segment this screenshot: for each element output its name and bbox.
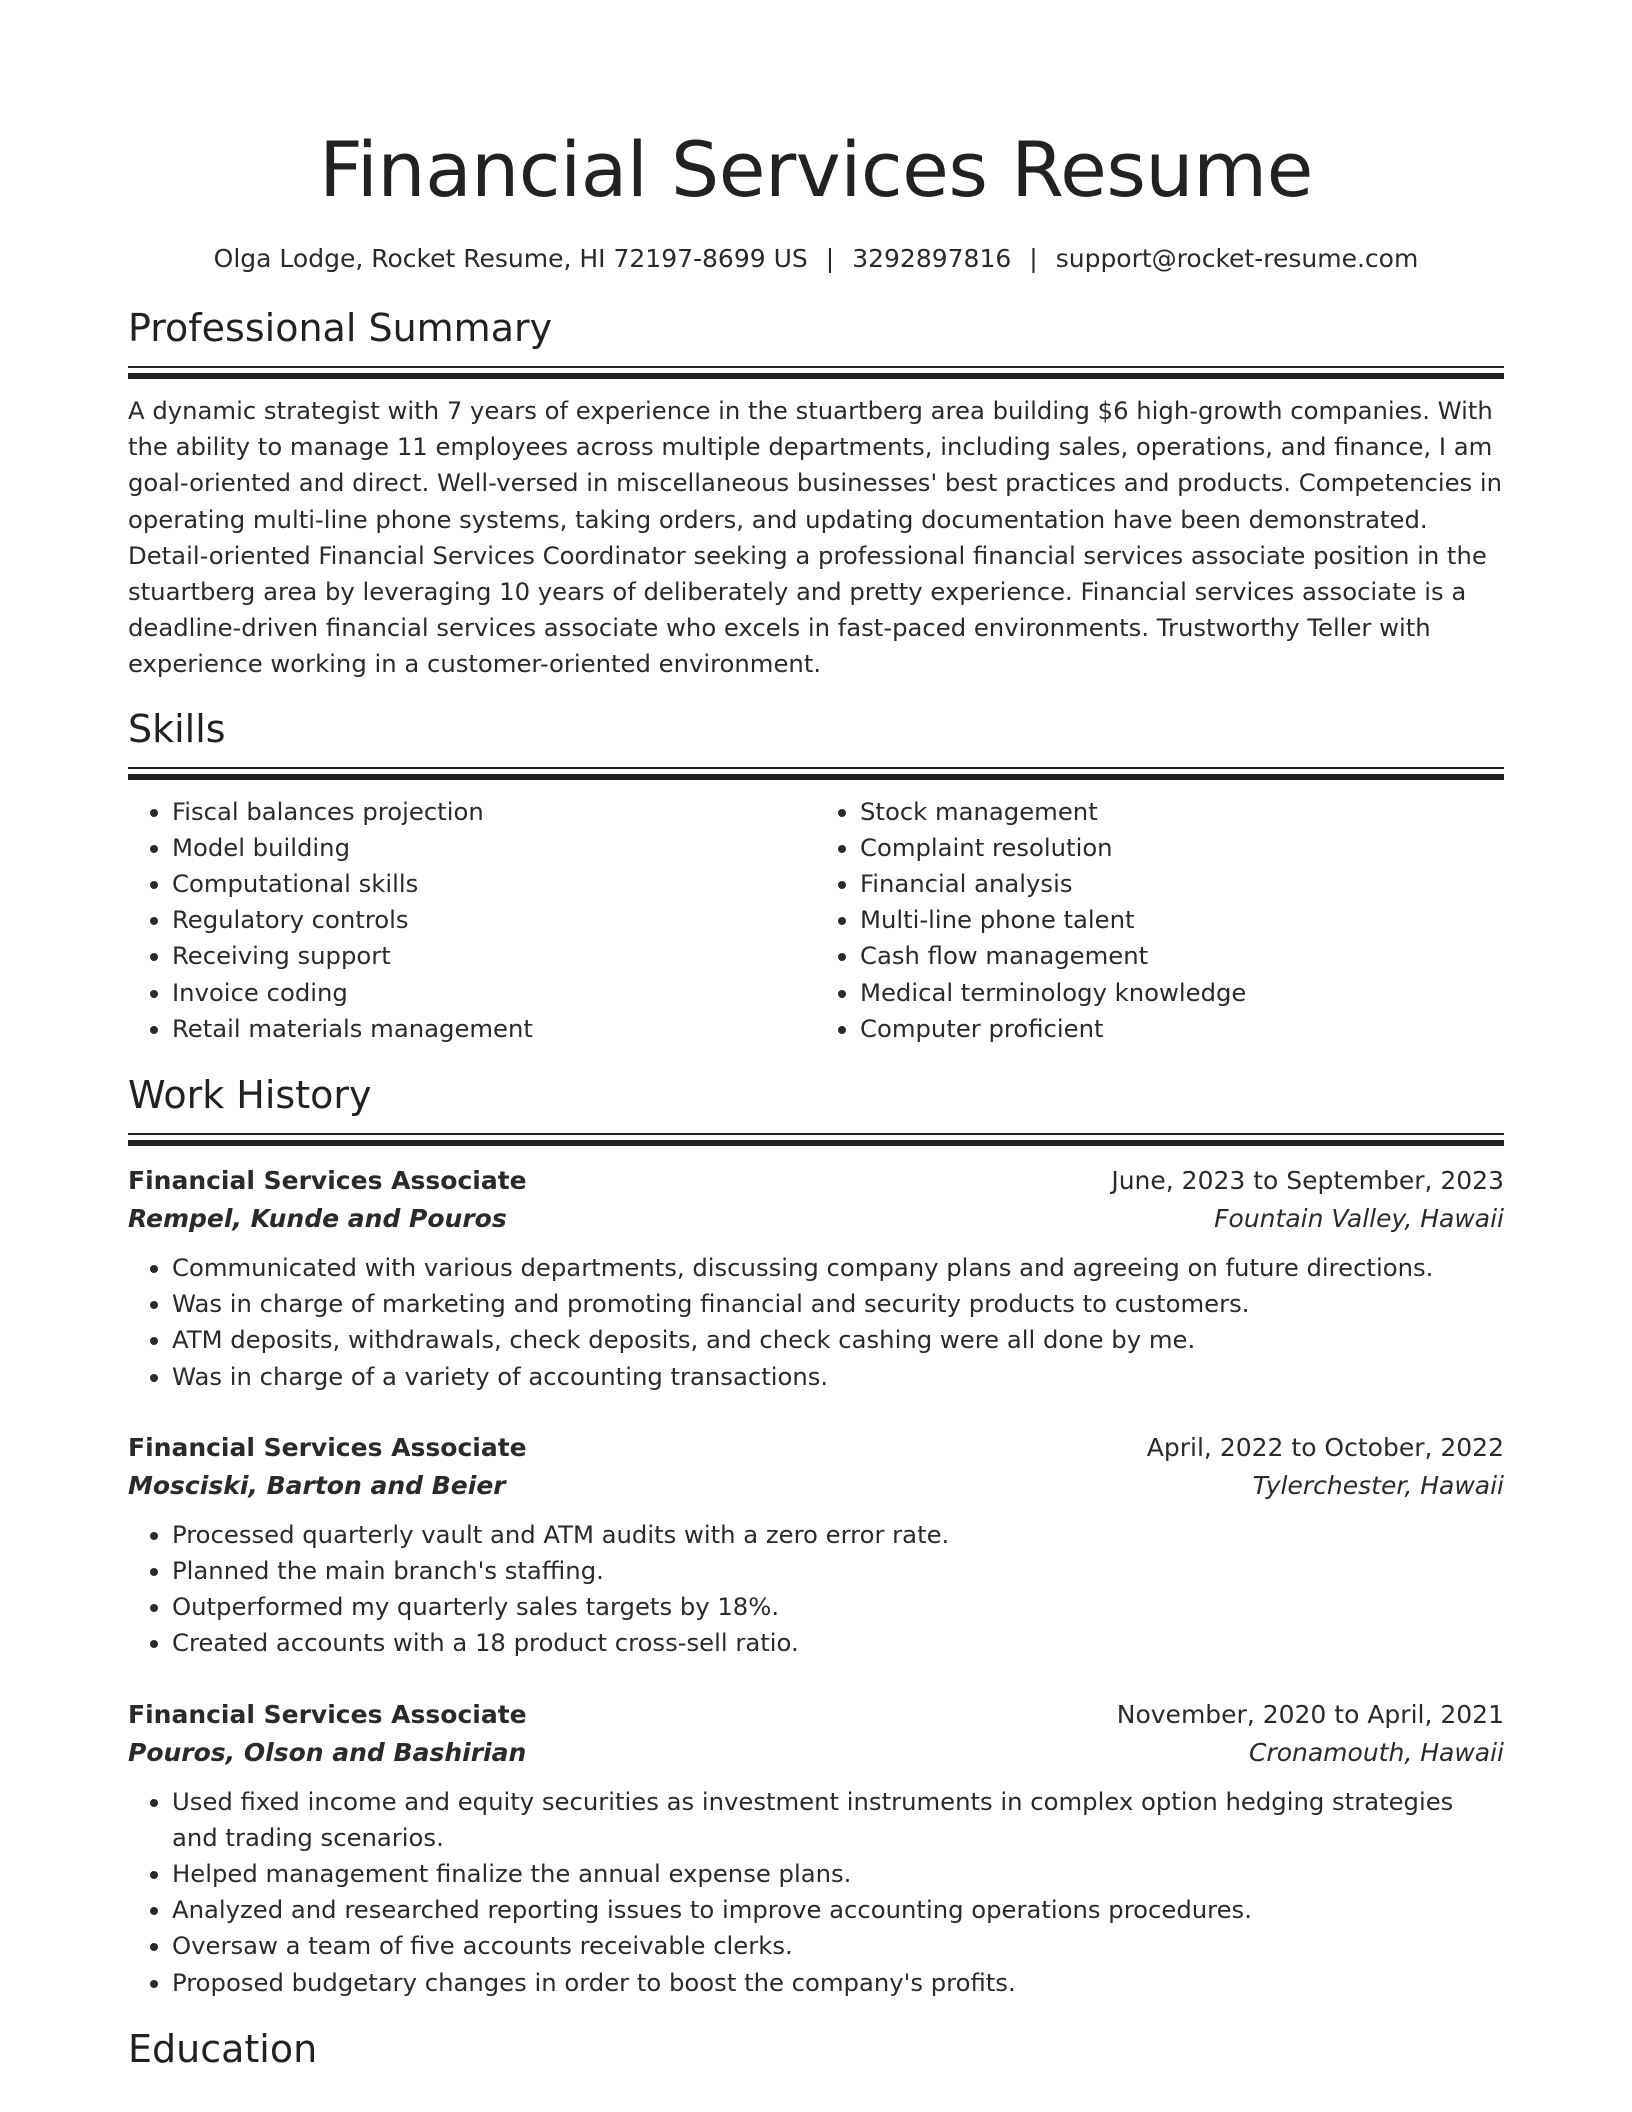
skill-item: • Regulatory controls [172, 902, 816, 938]
job-title: Financial Services Associate [128, 1699, 527, 1729]
job-bullet: • Created accounts with a 18 product cross-sell ratio. [172, 1625, 1504, 1661]
section-divider [128, 1133, 1504, 1146]
skill-item: • Stock management [860, 794, 1504, 830]
job-bullet: • Processed quarterly vault and ATM audits with a zero error rate. [172, 1517, 1504, 1553]
job-bullet: • Proposed budgetary changes in order to boost the company's profits. [172, 1965, 1504, 2001]
skill-item: • Retail materials management [172, 1011, 816, 1047]
education-section [128, 2025, 1504, 2073]
job-bullet: • Communicated with various departments, discussing company plans and agreeing on future directions. [172, 1250, 1504, 1286]
contact-phone: 3292897816 [852, 244, 1012, 273]
job-location: Tylerchester, Hawaii [1252, 1470, 1504, 1500]
section-divider [128, 366, 1504, 379]
job-bullet: • ATM deposits, withdrawals, check deposits, and check cashing were all done by me. [172, 1322, 1504, 1358]
job-bullets [128, 1517, 1504, 1662]
job-bullet: • Planned the main branch's staffing. [172, 1553, 1504, 1589]
job-location: Cronamouth, Hawaii [1248, 1737, 1504, 1767]
contact-address: Olga Lodge, Rocket Resume, HI 72197-8699 US [213, 244, 808, 273]
skills-list-left [128, 794, 816, 1047]
skill-item: • Invoice coding [172, 975, 816, 1011]
section-divider [128, 767, 1504, 780]
professional-summary-section [128, 304, 1504, 683]
skills-list-right [816, 794, 1504, 1047]
section-heading-education: Education [128, 2026, 318, 2071]
job-bullets [128, 1250, 1504, 1395]
job-company: Mosciski, Barton and Beier [128, 1470, 506, 1500]
job-bullet: • Was in charge of a variety of accounting transactions. [172, 1359, 1504, 1395]
job-bullets [128, 1784, 1504, 2001]
skill-item: • Receiving support [172, 938, 816, 974]
skill-item: • Computer proficient [860, 1011, 1504, 1047]
job-company: Rempel, Kunde and Pouros [128, 1204, 507, 1234]
resume-title: Financial Services Resume [319, 125, 1313, 214]
job-location: Fountain Valley, Hawaii [1214, 1204, 1504, 1234]
job-bullet: • Outperformed my quarterly sales targets by 18%. [172, 1589, 1504, 1625]
skill-item: • Fiscal balances projection [172, 794, 816, 830]
skills-columns [128, 794, 1504, 1047]
skills-section [128, 705, 1504, 1047]
skill-item: • Medical terminology knowledge [860, 975, 1504, 1011]
section-heading-work-history: Work History [128, 1073, 372, 1118]
job-bullet: • Analyzed and researched reporting issues to improve accounting operations procedures. [172, 1892, 1504, 1928]
contact-separator: | [1029, 244, 1038, 273]
section-heading-skills: Skills [128, 706, 226, 751]
job-entry [128, 1162, 1504, 1395]
work-history-section [128, 1071, 1504, 2001]
skill-item: • Computational skills [172, 866, 816, 902]
skill-item: • Cash flow management [860, 938, 1504, 974]
skill-item: • Complaint resolution [860, 830, 1504, 866]
summary-text: A dynamic strategist with 7 years of experience in the stuartberg area building $6 high-growth companies. With the ability to manage 11 employees across multiple departments, including sales, operations, and finance, I am goal-oriented and direct. Well-versed in miscellaneous businesses' best practices and products. Competencies in operating multi-line phone systems, taking orders, and updating documentation have been demonstrated. Detail-oriented Financial Services Coordinator seeking a professional financial services associate position in the stuartberg area by leveraging 10 years of deliberately and pretty experience. Financial services associate is a deadline-driven financial services associate who excels in fast-paced environments. Trustworthy Teller with experience working in a customer-oriented environment. [128, 396, 1503, 679]
job-bullet: • Was in charge of marketing and promoting financial and security products to customers. [172, 1286, 1504, 1322]
job-bullet: • Used fixed income and equity securities as investment instruments in complex option hedging strategies and trading scenarios. [172, 1784, 1504, 1856]
skill-item: • Model building [172, 830, 816, 866]
job-bullet: • Oversaw a team of five accounts receivable clerks. [172, 1928, 1504, 1964]
job-entry [128, 1429, 1504, 1662]
skill-item: • Financial analysis [860, 866, 1504, 902]
job-entry [128, 1696, 1504, 2001]
skill-item: • Multi-line phone talent [860, 902, 1504, 938]
job-dates: November, 2020 to April, 2021 [1116, 1699, 1504, 1729]
job-dates: June, 2023 to September, 2023 [1111, 1166, 1504, 1196]
contact-line [128, 242, 1504, 276]
contact-separator: | [825, 244, 835, 273]
contact-email: support@rocket-resume.com [1055, 244, 1419, 273]
job-title: Financial Services Associate [128, 1166, 527, 1196]
job-company: Pouros, Olson and Bashirian [128, 1737, 527, 1767]
job-title: Financial Services Associate [128, 1432, 527, 1462]
job-dates: April, 2022 to October, 2022 [1146, 1432, 1504, 1462]
section-heading-summary: Professional Summary [128, 306, 553, 350]
job-bullet: • Helped management finalize the annual expense plans. [172, 1856, 1504, 1892]
